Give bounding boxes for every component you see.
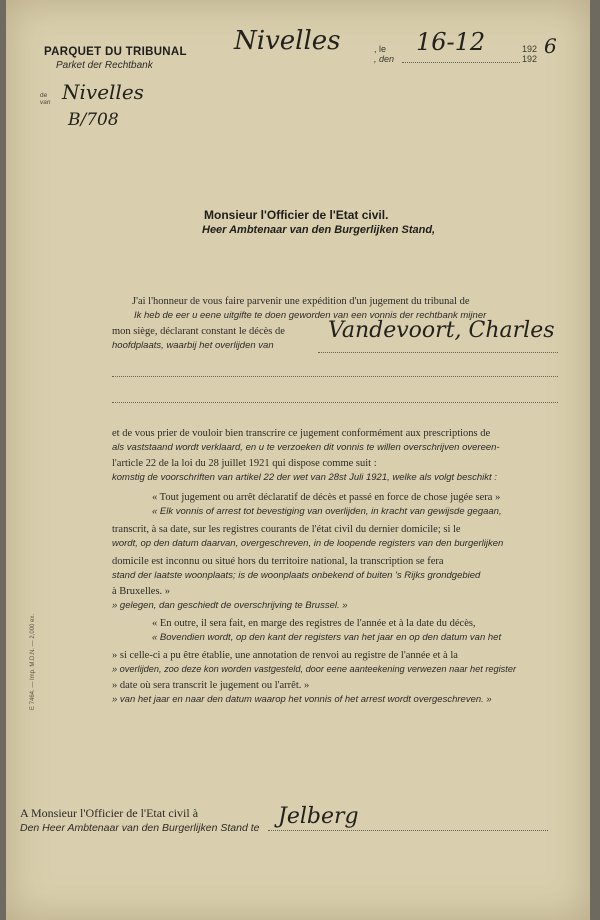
q1-fr-2: transcrit, à sa date, sur les registres courants de l'état civil du dernier domicile; si le <box>112 524 461 535</box>
q1-fr-4: à Bruxelles. » <box>112 586 171 597</box>
q1-nl-2: wordt, op den datum daarvan, overgeschreven, in de loopende registers van den burgerlijken <box>112 538 504 549</box>
p1-fr-1: J'ai l'honneur de vous faire parvenir une expédition d'un jugement du tribunal de <box>132 296 470 307</box>
q1-fr-3: domicile est inconnu ou situé hors du territoire national, la transcription se fera <box>112 556 444 567</box>
city-handwritten: Nivelles <box>234 26 341 56</box>
q2-fr-2: » si celle-ci a pu être établie, une annotation de renvoi au registre de l'année et à la <box>112 650 458 661</box>
q1-nl-3: stand der laatste woonplaats; is de woonplaats onbekend of buiten 's Rijks grondgebied <box>112 570 481 581</box>
q2-nl-3: » van het jaar en naar den datum waarop het vonnis of het arrest wordt overgeschreven. » <box>112 694 492 705</box>
p1-nl-1: Ik heb de eer u eene uitgifte te doen geworden van een vonnis der rechtbank mijner <box>134 310 487 321</box>
date-line <box>402 62 520 63</box>
q2-fr-1: « En outre, il sera fait, en marge des registres de l'année et à la date du décès, <box>152 618 476 629</box>
den-label: , den <box>374 54 395 64</box>
blank-line-2 <box>112 402 558 403</box>
court-title-nl: Parket der Rechtbank <box>56 60 153 71</box>
court-title: PARQUET DU TRIBUNAL <box>44 46 187 58</box>
footer-place-handwritten: Jelberg <box>278 804 359 829</box>
p2-nl-1: als vaststaand wordt verklaard, en u te verzoeken dit vonnis te willen overschrijven overeen- <box>112 442 500 453</box>
deceased-line <box>318 352 558 353</box>
p2-nl-2: komstig de voorschriften van artikel 22 der wet van 28st Juli 1921, welke als volgt beschikt : <box>112 472 497 483</box>
q2-nl-1: « Bovendien wordt, op den kant der registers van het jaar en op den datum van het <box>152 632 502 643</box>
de-label: de <box>40 92 48 99</box>
reference-handwritten: B/708 <box>68 110 119 130</box>
deceased-handwritten: Vandevoort, Charles <box>328 318 555 343</box>
printer-note: E 7464. — Imp. M.D.N. — 2,000 ex. <box>30 613 36 710</box>
p2-fr-2: l'article 22 de la loi du 28 juillet 1921 qui dispose comme suit : <box>112 458 377 469</box>
q2-nl-2: » overlijden, zoo deze kon worden vastgesteld, door eene aanteekening verwezen naar het register <box>112 664 516 674</box>
p1-fr-2: mon siège, déclarant constant le décès de <box>112 326 285 337</box>
blank-line-1 <box>112 376 558 377</box>
footer-nl: Den Heer Ambtenaar van den Burgerlijken Stand te <box>20 822 260 834</box>
p1-nl-2: hoofdplaats, waarbij het overlijden van <box>112 340 274 351</box>
footer-fr: A Monsieur l'Officier de l'Etat civil à <box>20 806 199 820</box>
year-handwritten: 6 <box>544 34 557 58</box>
document-sheet <box>6 0 590 920</box>
addressee-fr: Monsieur l'Officier de l'Etat civil. <box>204 208 389 222</box>
p2-fr-1: et de vous prier de vouloir bien transcrire ce jugement conformément aux prescriptions de <box>112 428 491 439</box>
footer-line <box>268 830 548 831</box>
addressee-nl: Heer Ambtenaar van den Burgerlijken Stand, <box>202 224 436 236</box>
year-printed-2: 192 <box>522 54 538 64</box>
court-place-handwritten: Nivelles <box>62 80 144 104</box>
q1-nl-4: » gelegen, dan geschiedt de overschrijving te Brussel. » <box>112 600 348 611</box>
q2-fr-3: » date où sera transcrit le jugement ou l'arrêt. » <box>112 680 310 691</box>
van-label: van <box>40 99 51 106</box>
q1-nl-1: « Elk vonnis of arrest tot bevestiging van overlijden, in kracht van gewijsde gegaan, <box>152 506 502 517</box>
year-printed-1: 192 <box>522 44 538 54</box>
le-label: , le <box>374 44 387 54</box>
q1-fr-1: « Tout jugement ou arrêt déclaratif de décès et passé en force de chose jugée sera » <box>152 492 501 503</box>
date-handwritten: 16-12 <box>416 28 486 56</box>
